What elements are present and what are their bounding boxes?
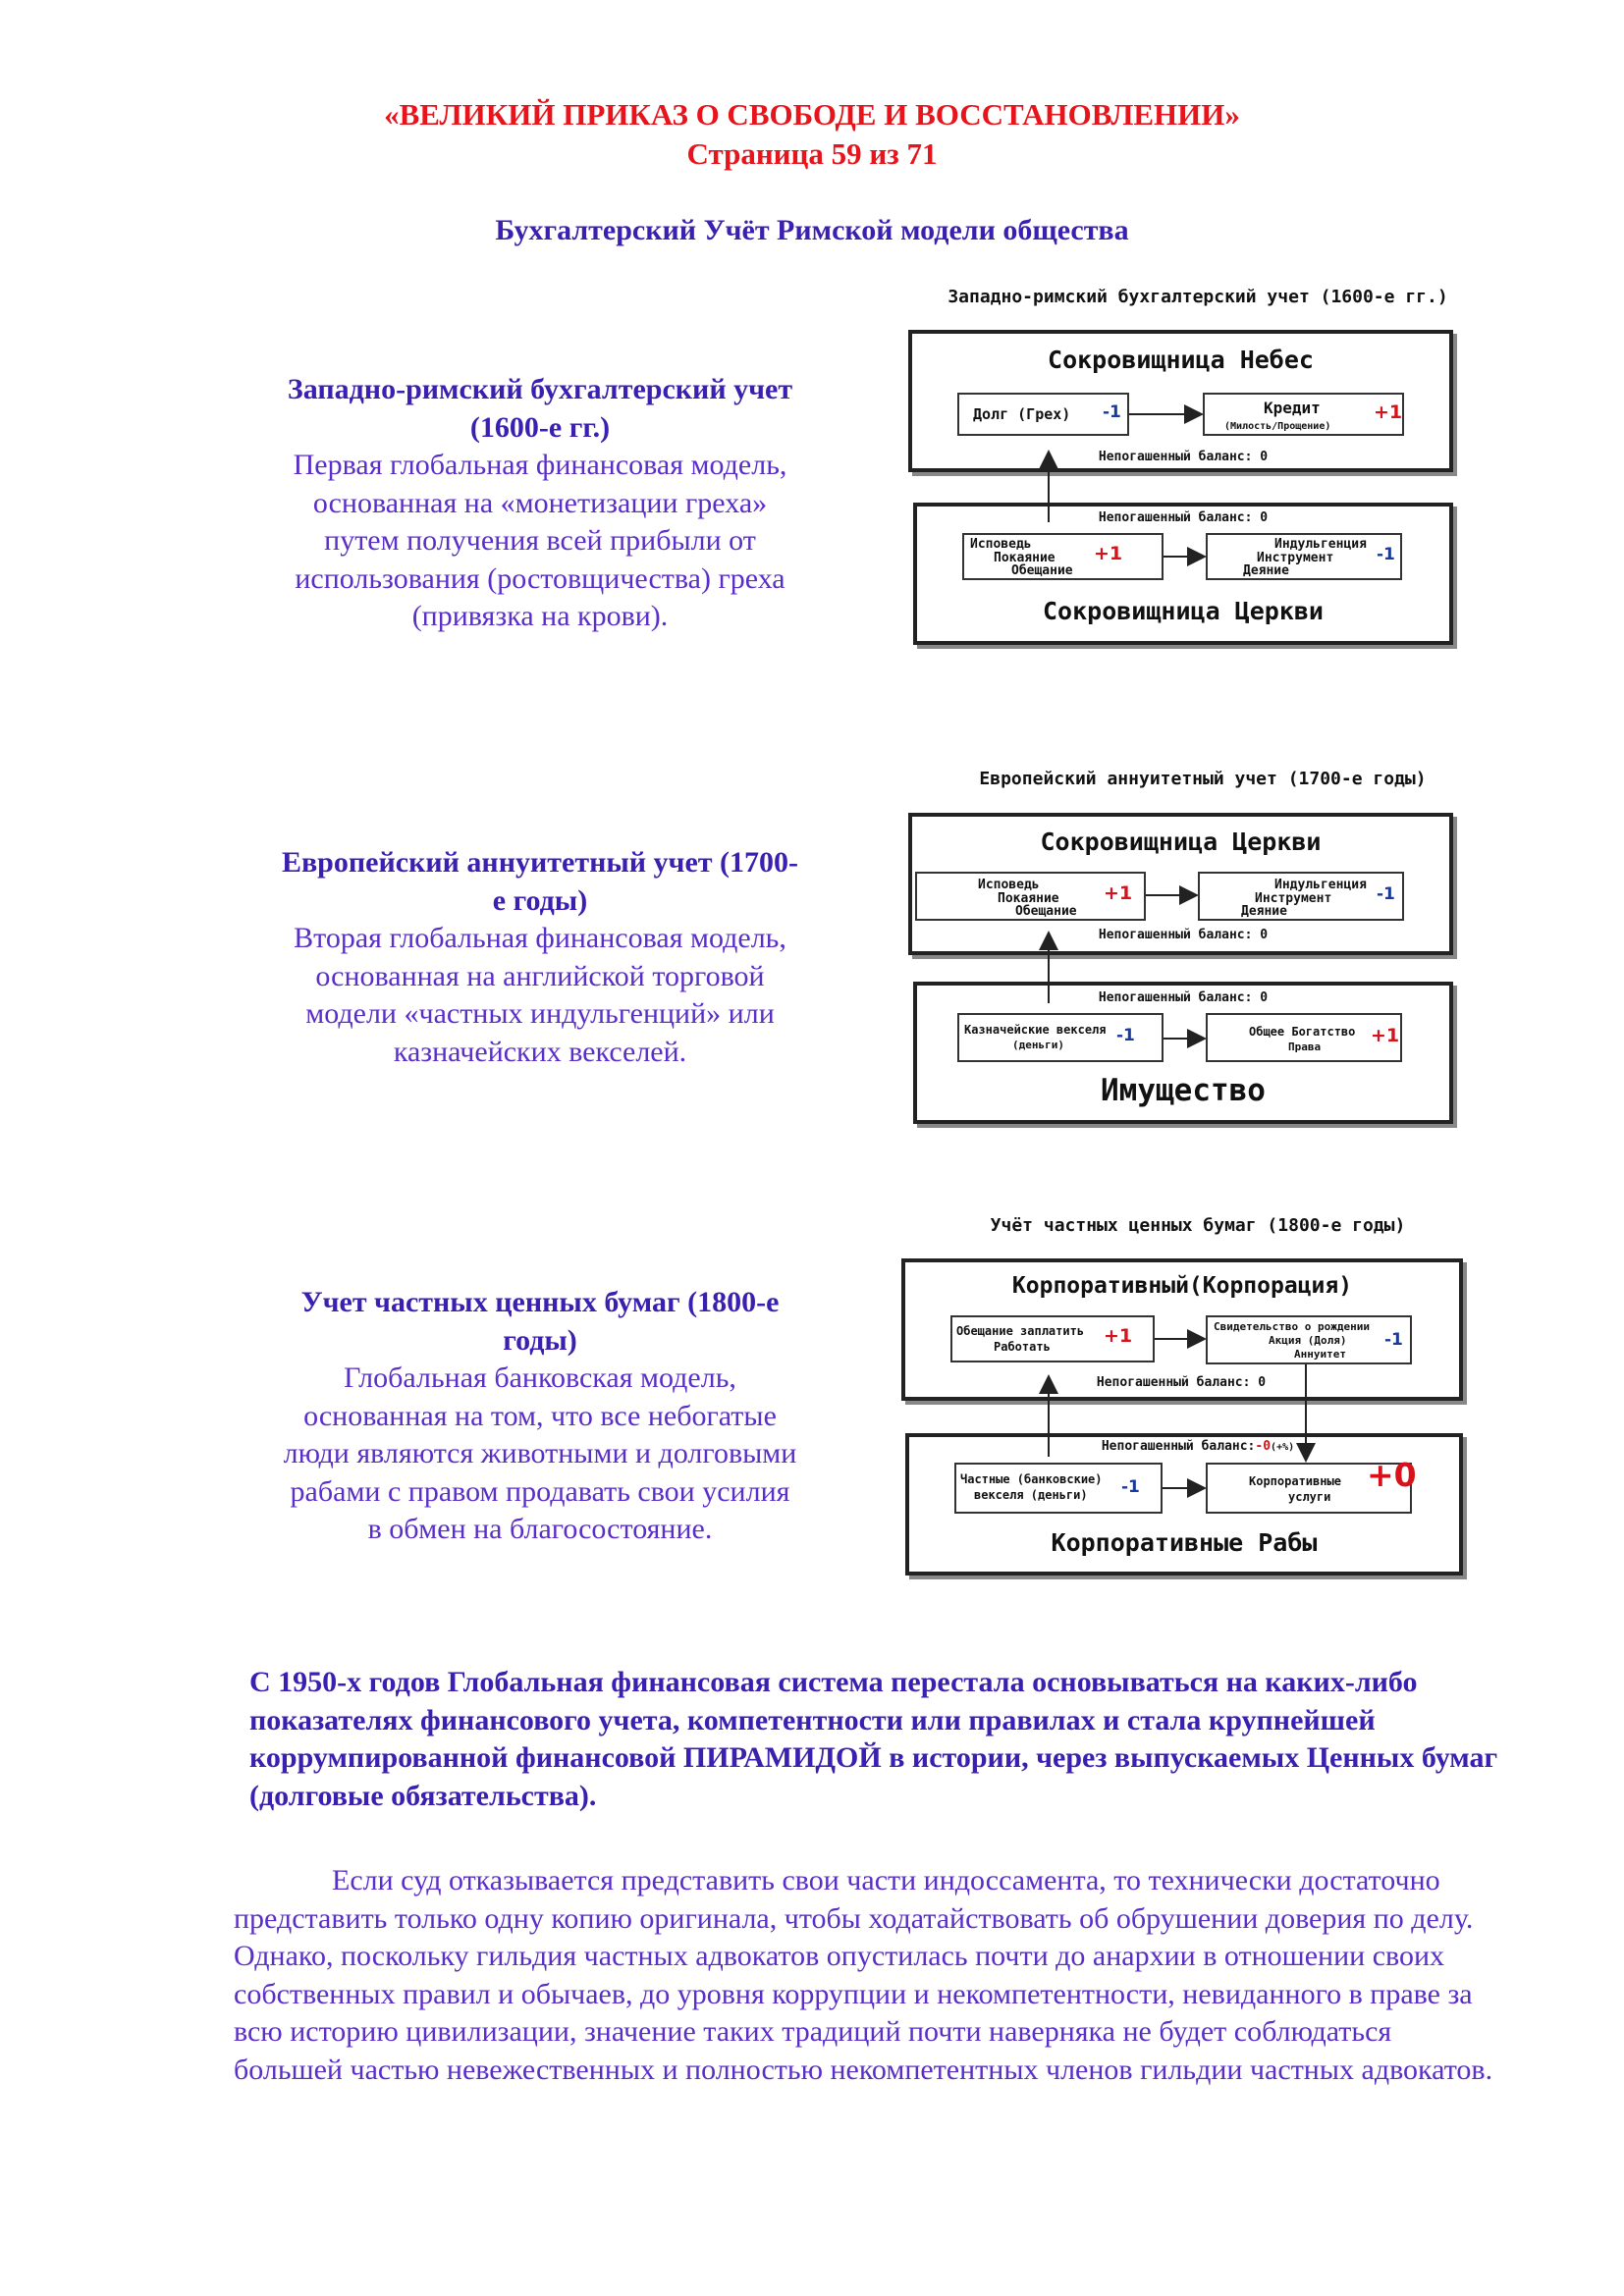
diagram-1-credit-label: Кредит	[1264, 399, 1321, 417]
diagram-3-promise-l2: Работать	[994, 1340, 1051, 1354]
diagram-3-caption: Учёт частных ценных бумаг (1800-е годы)	[990, 1215, 1406, 1236]
diagram-3-top-title: Корпоративный(Корпорация)	[1011, 1273, 1353, 1299]
diagram-1-confession-l2: Покаяние	[994, 551, 1056, 565]
diagram-2-wealth-l1: Общее Богатство	[1249, 1025, 1356, 1039]
diagram-2-wealth-value: +1	[1371, 1025, 1400, 1046]
diagram-2-caption: Европейский аннуитетный учет (1700-е годы)	[979, 769, 1427, 789]
diagram-2-treasury-l1: Казначейские векселя	[964, 1023, 1107, 1037]
diagram-3-promise-value: +1	[1104, 1325, 1133, 1347]
diagram-3-services-value: +0	[1367, 1456, 1417, 1494]
model-3-heading-line1: Учет частных ценных бумаг (1800-е	[300, 1286, 780, 1318]
diagram-2-indulgence-l1: Индульгенция	[1274, 878, 1367, 892]
diagram-3-top-balance: Непогашенный баланс: 0	[1096, 1375, 1267, 1390]
diagram-2-confession-l3: Обещание	[1015, 904, 1077, 919]
model-1-body-line: использования (ростовщичества) греха	[295, 561, 785, 595]
model-2-body-line: основанная на английской торговой	[315, 959, 765, 992]
diagram-2-bottom-title: Имущество	[1101, 1073, 1266, 1108]
diagram-1-debt-value: -1	[1103, 402, 1121, 422]
model-2-body-line: казначейских векселей.	[393, 1035, 687, 1068]
model-1-body-line: Первая глобальная финансовая модель,	[293, 449, 787, 481]
section-title: Бухгалтерский Учёт Римской модели общества	[495, 214, 1129, 246]
diagram-2-indulgence-l3: Деяние	[1241, 904, 1287, 919]
diagram-3-services-l2: услуги	[1288, 1490, 1331, 1504]
diagram-1-indulgence-l2: Инструмент	[1257, 551, 1334, 565]
diagram-1-bottom-balance: Непогашенный баланс: 0	[1098, 510, 1269, 525]
document-title: «ВЕЛИКИЙ ПРИКАЗ О СВОБОДЕ И ВОССТАНОВЛЕНИИ»	[384, 97, 1240, 132]
diagram-2-indulgence-value: -1	[1377, 884, 1395, 904]
model-3-heading-line2: годы)	[503, 1323, 577, 1357]
diagram-3-birth-l1: Свидетельство о рождении	[1214, 1320, 1370, 1333]
diagram-3-services-l1: Корпоративные	[1249, 1474, 1341, 1488]
diagram-2-treasury-value: -1	[1116, 1026, 1135, 1045]
model-1-heading-line2: (1600-е гг.)	[469, 410, 611, 444]
model-2-body-line: Вторая глобальная финансовая модель,	[294, 922, 786, 954]
diagram-1-confession-l3: Обещание	[1011, 563, 1073, 578]
diagram-1-bottom-title: Сокровищница Церкви	[1043, 597, 1324, 625]
diagram-2-top-title: Сокровищница Церкви	[1040, 828, 1322, 856]
diagram-1-credit-sub: (Милость/Прощение)	[1224, 421, 1331, 432]
model-2-heading-line2: е годы)	[492, 883, 588, 917]
model-1-body-line: путем получения всей прибыли от	[324, 524, 756, 557]
page-number: Страница 59 из 71	[686, 136, 938, 171]
diagram-1-credit-value: +1	[1374, 401, 1403, 423]
diagram-1-top-title: Сокровищница Небес	[1048, 346, 1314, 374]
model-2-heading-line1: Европейский аннуитетный учет (1700-	[281, 846, 799, 879]
diagram-2-treasury-l2: (деньги)	[1012, 1039, 1064, 1051]
model-1-heading-line1: Западно-римский бухгалтерский учет	[287, 373, 793, 405]
diagram-1-confession-value: +1	[1094, 543, 1123, 564]
diagram-3-birth-l2: Акция (Доля)	[1269, 1334, 1347, 1347]
diagram-3-bottom-balance-extra: (+%)	[1271, 1442, 1295, 1453]
diagram-1-caption: Западно-римский бухгалтерский учет (1600-е гг.)	[947, 287, 1448, 307]
model-2-body-line: модели «частных индульгенций» или	[305, 997, 775, 1030]
model-3-body-line: рабами с правом продавать свои усилия	[290, 1474, 790, 1508]
diagram-3-bottom-title: Корпоративные Рабы	[1051, 1528, 1318, 1557]
diagram-2-top-balance: Непогашенный баланс: 0	[1098, 928, 1269, 942]
diagram-1-confession-l1: Исповедь	[970, 537, 1032, 552]
diagram-1-debt-label: Долг (Грех)	[973, 405, 1071, 423]
model-1-body-line: (привязка на крови).	[411, 600, 669, 632]
diagram-2-wealth-l2: Права	[1288, 1041, 1322, 1053]
summary-paragraph: С 1950-х годов Глобальная финансовая система перестала основываться на каких-либо показателях финансового учета, компетентности или правилах и стала крупнейшей коррумпированной финансовой ПИРАМИДОЙ в истории, через выпускаемых Ценных бумаг (долговые обязательства).	[249, 1666, 1498, 1812]
model-1-body-line: основанная на «монетизации греха»	[312, 486, 768, 519]
diagram-3-notes-value: -1	[1121, 1477, 1140, 1497]
model-3-body-line: люди являются животными и долговыми	[283, 1437, 797, 1469]
diagram-1-indulgence-l1: Индульгенция	[1274, 537, 1367, 552]
diagram-2-indulgence-l2: Инструмент	[1255, 891, 1332, 906]
diagram-2-confession-l1: Исповедь	[978, 878, 1040, 892]
diagram-2-confession-l2: Покаяние	[998, 891, 1059, 906]
diagram-3-notes-l2: векселя (деньги)	[974, 1488, 1088, 1502]
diagram-2-confession-value: +1	[1104, 882, 1133, 904]
diagram-3-birth-l3: Аннуитет	[1294, 1348, 1346, 1361]
model-3-body-line: в обмен на благосостояние.	[367, 1513, 713, 1545]
model-3-body-line: Глобальная банковская модель,	[344, 1362, 736, 1394]
diagram-3-bottom-balance-value: -0	[1255, 1439, 1272, 1454]
diagram-1-indulgence-l3: Деяние	[1243, 563, 1289, 578]
diagram-3-birth-value: -1	[1384, 1330, 1403, 1350]
diagram-3-bottom-balance-text: Непогашенный баланс:	[1101, 1439, 1256, 1454]
model-3-body-line: основанная на том, что все небогатые	[303, 1399, 777, 1432]
diagram-1-indulgence-value: -1	[1377, 545, 1395, 564]
diagram-2-bottom-balance: Непогашенный баланс: 0	[1098, 990, 1269, 1005]
body-paragraph: Если суд отказывается представить свои части индоссамента, то технически достаточно представить только одну копию оригинала, чтобы ходатайствовать об обрушении доверия по делу. Однако, поскольку гильдия частных адвокатов опустилась почти до анархии в отношении своих собственных правил и обычаев, до уровня коррупции и некомпетентности, невиданного в праве за всю историю цивилизации, значение таких традиций почти наверняка не будет соблюдаться большей частью невежественных и полностью некомпетентных членов гильдии частных адвокатов.	[234, 1864, 1493, 2086]
diagram-1-top-balance: Непогашенный баланс: 0	[1098, 450, 1269, 464]
diagram-3-notes-l1: Частные (банковские)	[960, 1472, 1103, 1486]
diagram-3-promise-l1: Обещание заплатить	[956, 1324, 1085, 1338]
